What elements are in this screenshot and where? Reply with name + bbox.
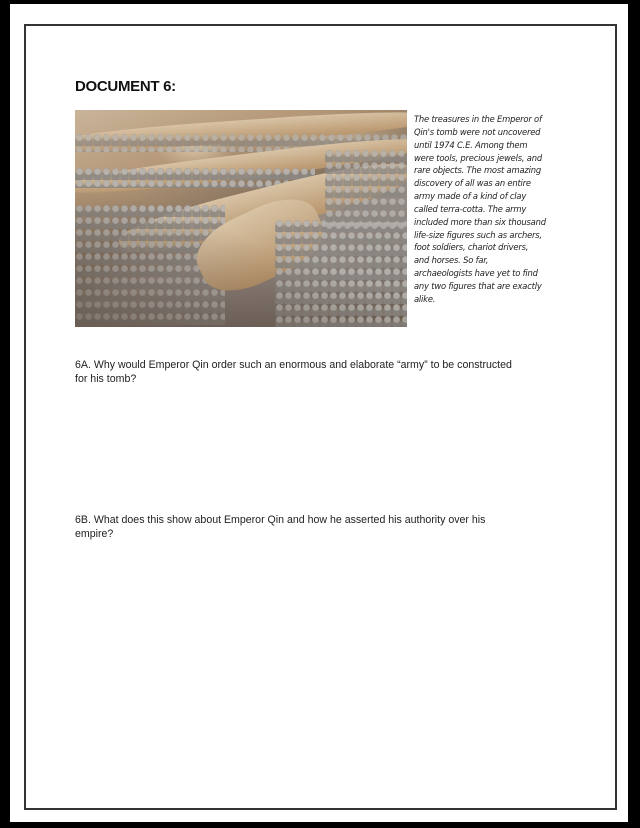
question-6b-line-1: 6B. What does this show about Emperor Qin and how he asserted his authority over his <box>75 514 486 526</box>
terracotta-army-photo <box>75 110 407 327</box>
question-6a <box>75 359 585 386</box>
answer-space-6a[interactable] <box>75 394 585 504</box>
question-6a-line-2: for his tomb? <box>75 372 137 385</box>
photo-caption: The treasures in the Emperor of Qin's tomb were not uncovered until 1974 C.E. Among them were tools, precious jewels, and rare objects. The most amazing discovery of all was an entire army made of a kind of clay called terra-cotta. The army included more than six thousand life-size figures such as archers, foot soldiers, chariot drivers, and horses. So far, archaeologists have yet to find any two figures that are exactly alike. <box>414 114 546 304</box>
document-title: DOCUMENT 6: <box>75 78 176 95</box>
document-page <box>10 4 628 822</box>
question-6a-line-1: 6A. Why would Emperor Qin order such an enormous and elaborate “army” to be constructed <box>75 359 512 371</box>
question-6b-line-2: empire? <box>75 527 114 540</box>
photo-shading <box>75 110 407 327</box>
answer-space-6b[interactable] <box>75 549 585 789</box>
question-6b <box>75 514 585 541</box>
